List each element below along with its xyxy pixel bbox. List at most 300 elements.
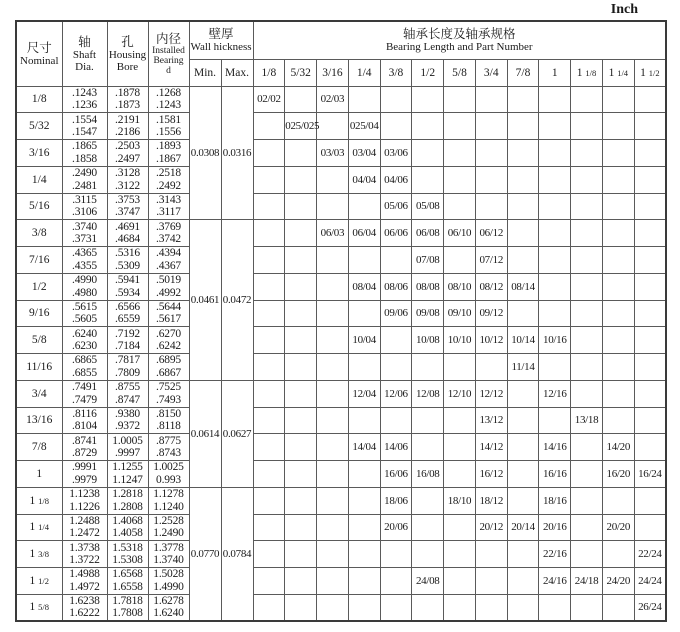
installed-bearing-cell-value: .8743 [156, 447, 181, 460]
part-number-cell [571, 354, 603, 381]
part-number-cell [602, 354, 634, 381]
nominal-cell: 1 5/8 [16, 594, 62, 621]
part-number-cell [444, 193, 476, 220]
part-number-cell [317, 461, 349, 488]
part-number-cell [475, 354, 507, 381]
installed-bearing-cell-value: .7525 [156, 381, 181, 394]
housing-bore-cell-value: .4691 [115, 220, 140, 233]
part-number-cell: 02/03 [317, 86, 349, 113]
installed-bearing-cell-value: 1.6240 [153, 607, 184, 620]
installed-bearing-cell [148, 327, 189, 354]
part-number-cell [317, 354, 349, 381]
part-number-cell [285, 514, 317, 541]
part-number-cell [285, 86, 317, 113]
part-number-cell [507, 380, 539, 407]
part-number-cell [253, 354, 285, 381]
col-header-shaft [62, 21, 107, 86]
housing-bore-cell-value: 1.5308 [112, 554, 143, 567]
part-number-cell [571, 434, 603, 461]
header-row-top [16, 21, 666, 59]
part-number-cell [412, 407, 444, 434]
part-number-cell [602, 220, 634, 247]
shaft-dia-cell [62, 461, 107, 488]
part-number-cell [634, 407, 666, 434]
installed-bearing-cell-value: 1.2528 [153, 514, 184, 527]
col-header-length-7-8: 7/8 [507, 59, 539, 86]
part-number-cell [380, 407, 412, 434]
shaft-dia-cell-value: .8104 [72, 420, 97, 433]
part-number-cell [285, 461, 317, 488]
shaft-dia-cell [62, 407, 107, 434]
part-number-cell: 12/06 [380, 380, 412, 407]
part-number-cell: 16/20 [602, 461, 634, 488]
shaft-dia-cell [62, 113, 107, 140]
part-number-cell [317, 434, 349, 461]
shaft-dia-cell-value: .3106 [72, 206, 97, 219]
part-number-cell [444, 140, 476, 167]
shaft-dia-cell-value: .6240 [72, 327, 97, 340]
installed-bearing-cell [148, 113, 189, 140]
shaft-dia-cell [62, 327, 107, 354]
part-number-cell: 08/10 [444, 273, 476, 300]
part-number-cell [634, 220, 666, 247]
part-number-cell [317, 514, 349, 541]
part-number-cell [317, 568, 349, 595]
shaft-dia-cell-value: .3740 [72, 220, 97, 233]
part-number-cell [380, 113, 412, 140]
part-number-cell [348, 354, 380, 381]
installed-bearing-cell-value: 1.2490 [153, 527, 184, 540]
part-number-cell [253, 541, 285, 568]
wall-max-cell: 0.0316 [221, 86, 253, 220]
table-row [16, 354, 666, 381]
part-number-cell [412, 86, 444, 113]
part-number-cell: 07/08 [412, 247, 444, 274]
shaft-dia-cell-value: .9979 [72, 473, 97, 486]
part-number-cell: 09/08 [412, 300, 444, 327]
wall-min-cell: 0.0770 [189, 487, 221, 621]
housing-bore-cell [107, 380, 148, 407]
housing-bore-cell [107, 247, 148, 274]
housing-bore-cell-value: .7817 [115, 354, 140, 367]
housing-bore-cell [107, 461, 148, 488]
housing-bore-cell-value: .2503 [115, 140, 140, 153]
housing-bore-cell-value: 1.4068 [112, 514, 143, 527]
part-number-cell [444, 354, 476, 381]
part-number-cell [634, 166, 666, 193]
shaft-dia-cell-value: 1.1226 [69, 500, 100, 513]
part-number-cell [634, 273, 666, 300]
fraction-part: 1/4 [617, 67, 629, 78]
part-number-cell [348, 568, 380, 595]
part-number-cell: 09/10 [444, 300, 476, 327]
shaft-dia-cell-value: 1.4988 [69, 568, 100, 581]
nominal-cell: 13/16 [16, 407, 62, 434]
shaft-dia-cell-value: .4980 [72, 286, 97, 299]
part-number-cell: 18/06 [380, 487, 412, 514]
part-number-cell: 06/12 [475, 220, 507, 247]
shaft-dia-cell [62, 594, 107, 621]
part-number-cell: 04/06 [380, 166, 412, 193]
part-number-cell: 24/18 [571, 568, 603, 595]
installed-bearing-cell [148, 541, 189, 568]
part-number-cell [348, 514, 380, 541]
installed-bearing-cell [148, 354, 189, 381]
part-number-cell: 14/06 [380, 434, 412, 461]
shaft-dia-cell-value: .4355 [72, 259, 97, 272]
part-number-cell [412, 594, 444, 621]
installed-bearing-cell-value: .4367 [156, 259, 181, 272]
part-number-cell [602, 140, 634, 167]
part-number-cell: 025/025 [285, 113, 317, 140]
col-header-length-3-16: 3/16 [317, 59, 349, 86]
col-header-wall-en: Wall hickness [190, 41, 252, 54]
shaft-dia-cell-value: .4365 [72, 247, 97, 260]
nominal-cell: 11/16 [16, 354, 62, 381]
col-header-bearing-en3: d [166, 65, 171, 76]
part-number-cell [253, 273, 285, 300]
unit-label: Inch [610, 2, 638, 17]
part-number-cell [634, 140, 666, 167]
fraction-part: 1/8 [38, 495, 49, 506]
part-number-cell: 20/20 [602, 514, 634, 541]
part-number-cell [475, 140, 507, 167]
part-number-cell [253, 327, 285, 354]
table-row [16, 487, 666, 514]
part-number-cell [253, 487, 285, 514]
part-number-cell: 11/14 [507, 354, 539, 381]
part-number-cell [253, 568, 285, 595]
part-number-cell [539, 86, 571, 113]
part-number-cell: 09/06 [380, 300, 412, 327]
col-header-min: Min. [189, 59, 221, 86]
installed-bearing-cell-value: .8118 [156, 420, 181, 433]
shaft-dia-cell [62, 380, 107, 407]
installed-bearing-cell-value: .6895 [156, 354, 181, 367]
fraction-part: 3/8 [38, 549, 49, 560]
housing-bore-cell-value: .7809 [115, 366, 140, 379]
installed-bearing-cell-value: .5644 [156, 300, 181, 313]
housing-bore-cell [107, 300, 148, 327]
housing-bore-cell [107, 514, 148, 541]
part-number-cell: 16/16 [539, 461, 571, 488]
fraction-part: 1/2 [648, 67, 660, 78]
part-number-cell [348, 541, 380, 568]
installed-bearing-cell-value: .1867 [156, 152, 181, 165]
part-number-cell: 08/12 [475, 273, 507, 300]
part-number-cell: 10/14 [507, 327, 539, 354]
part-number-cell [571, 113, 603, 140]
part-number-cell [285, 166, 317, 193]
part-number-cell: 14/12 [475, 434, 507, 461]
shaft-dia-cell [62, 434, 107, 461]
part-number-cell [634, 113, 666, 140]
nominal-cell: 1/2 [16, 273, 62, 300]
part-number-cell: 05/08 [412, 193, 444, 220]
bearing-spec-table [15, 20, 667, 622]
table-body [16, 86, 666, 621]
part-number-cell [412, 140, 444, 167]
nominal-cell: 1 3/8 [16, 541, 62, 568]
installed-bearing-cell-value: .8150 [156, 407, 181, 420]
col-header-part-number [253, 21, 666, 59]
part-number-cell [571, 541, 603, 568]
part-number-cell: 14/04 [348, 434, 380, 461]
part-number-cell: 14/16 [539, 434, 571, 461]
shaft-dia-cell-value: .3731 [72, 233, 97, 246]
col-header-length-5-8: 5/8 [444, 59, 476, 86]
nominal-cell: 7/8 [16, 434, 62, 461]
shaft-dia-cell [62, 300, 107, 327]
part-number-cell: 18/10 [444, 487, 476, 514]
part-number-cell [571, 487, 603, 514]
col-header-part-en: Bearing Length and Part Number [385, 41, 533, 54]
part-number-cell [507, 140, 539, 167]
part-number-cell: 24/16 [539, 568, 571, 595]
part-number-cell [444, 568, 476, 595]
part-number-cell [539, 594, 571, 621]
part-number-cell [571, 514, 603, 541]
installed-bearing-cell-value: 1.5028 [153, 568, 184, 581]
housing-bore-cell-value: .6559 [115, 313, 140, 326]
housing-bore-cell [107, 86, 148, 113]
housing-bore-cell-value: 1.7818 [112, 594, 143, 607]
part-number-cell [285, 487, 317, 514]
housing-bore-cell [107, 487, 148, 514]
part-number-cell [253, 407, 285, 434]
installed-bearing-cell [148, 166, 189, 193]
shaft-dia-cell [62, 193, 107, 220]
shaft-dia-cell [62, 247, 107, 274]
part-number-cell [444, 113, 476, 140]
part-number-cell: 07/12 [475, 247, 507, 274]
part-number-cell [539, 220, 571, 247]
col-header-housing [107, 21, 148, 86]
installed-bearing-cell [148, 461, 189, 488]
housing-bore-cell [107, 568, 148, 595]
part-number-cell: 18/12 [475, 487, 507, 514]
part-number-cell [634, 327, 666, 354]
part-number-cell [475, 541, 507, 568]
part-number-cell: 025/04 [348, 113, 380, 140]
part-number-cell: 10/16 [539, 327, 571, 354]
housing-bore-cell [107, 407, 148, 434]
shaft-dia-cell-value: 1.3738 [69, 541, 100, 554]
shaft-dia-cell [62, 487, 107, 514]
installed-bearing-cell [148, 140, 189, 167]
table-row [16, 86, 666, 113]
col-header-length-1: 1 [539, 59, 571, 86]
shaft-dia-cell-value: .5615 [72, 300, 97, 313]
part-number-cell [571, 327, 603, 354]
part-number-cell: 20/16 [539, 514, 571, 541]
col-header-housing-zh: 孔 [121, 34, 134, 49]
part-number-cell: 24/24 [634, 568, 666, 595]
part-number-cell [634, 300, 666, 327]
installed-bearing-cell-value: .2518 [156, 167, 181, 180]
part-number-cell [380, 568, 412, 595]
housing-bore-cell-value: .1878 [115, 86, 140, 99]
nominal-cell: 5/16 [16, 193, 62, 220]
installed-bearing-cell-value: 0.993 [156, 473, 181, 486]
part-number-cell [507, 461, 539, 488]
wall-min-cell: 0.0308 [189, 86, 221, 220]
part-number-cell [539, 193, 571, 220]
part-number-cell [317, 380, 349, 407]
housing-bore-cell-value: .9380 [115, 407, 140, 420]
housing-bore-cell-value: 1.2808 [112, 500, 143, 513]
nominal-cell: 1 1/2 [16, 568, 62, 595]
part-number-cell [602, 541, 634, 568]
housing-bore-cell-value: .7192 [115, 327, 140, 340]
part-number-cell [634, 86, 666, 113]
installed-bearing-cell-value: .1268 [156, 86, 181, 99]
part-number-cell [602, 247, 634, 274]
shaft-dia-cell [62, 220, 107, 247]
housing-bore-cell [107, 220, 148, 247]
shaft-dia-cell [62, 140, 107, 167]
col-header-housing-en2: Bore [116, 60, 139, 73]
part-number-cell: 22/16 [539, 541, 571, 568]
part-number-cell [475, 86, 507, 113]
part-number-cell [412, 166, 444, 193]
part-number-cell [285, 407, 317, 434]
table-row [16, 300, 666, 327]
col-header-nominal-zh: 尺寸 [26, 40, 52, 55]
col-header-length-1-2: 1/2 [412, 59, 444, 86]
col-header-nominal [16, 21, 62, 86]
part-number-cell [285, 193, 317, 220]
installed-bearing-cell-value: 1.0025 [153, 461, 184, 474]
part-number-cell [317, 273, 349, 300]
housing-bore-cell-value: 1.6558 [112, 580, 143, 593]
shaft-dia-cell [62, 86, 107, 113]
part-number-cell: 09/12 [475, 300, 507, 327]
table-row [16, 247, 666, 274]
housing-bore-cell-value: .5934 [115, 286, 140, 299]
part-number-cell: 10/10 [444, 327, 476, 354]
part-number-cell [475, 193, 507, 220]
housing-bore-cell-value: .3753 [115, 193, 140, 206]
part-number-cell: 13/12 [475, 407, 507, 434]
part-number-cell [507, 541, 539, 568]
part-number-cell [634, 434, 666, 461]
wall-max-cell: 0.0784 [221, 487, 253, 621]
part-number-cell [348, 407, 380, 434]
part-number-cell [444, 247, 476, 274]
housing-bore-cell-value: .5309 [115, 259, 140, 272]
part-number-cell [539, 354, 571, 381]
part-number-cell: 03/04 [348, 140, 380, 167]
table-row [16, 568, 666, 595]
installed-bearing-cell-value: .1581 [156, 113, 181, 126]
part-number-cell: 12/16 [539, 380, 571, 407]
installed-bearing-cell [148, 380, 189, 407]
shaft-dia-cell-value: 1.1238 [69, 488, 100, 501]
part-number-cell: 18/16 [539, 487, 571, 514]
part-number-cell [571, 461, 603, 488]
installed-bearing-cell-value: .5617 [156, 313, 181, 326]
installed-bearing-cell-value: 1.3778 [153, 541, 184, 554]
part-number-cell [602, 594, 634, 621]
part-number-cell [412, 514, 444, 541]
installed-bearing-cell-value: 1.4990 [153, 580, 184, 593]
housing-bore-cell-value: 1.0005 [112, 434, 143, 447]
part-number-cell [317, 327, 349, 354]
installed-bearing-cell [148, 193, 189, 220]
col-header-length-3-8: 3/8 [380, 59, 412, 86]
wall-min-cell: 0.0614 [189, 380, 221, 487]
part-number-cell [571, 86, 603, 113]
part-number-cell [253, 166, 285, 193]
installed-bearing-cell [148, 300, 189, 327]
part-number-cell: 02/02 [253, 86, 285, 113]
part-number-cell [444, 514, 476, 541]
part-number-cell [571, 193, 603, 220]
installed-bearing-cell [148, 247, 189, 274]
part-number-cell [602, 86, 634, 113]
col-header-nominal-en: Nominal [20, 54, 59, 67]
part-number-cell: 06/04 [348, 220, 380, 247]
housing-bore-cell [107, 327, 148, 354]
part-number-cell [539, 273, 571, 300]
installed-bearing-cell-value: .3117 [156, 206, 181, 219]
shaft-dia-cell-value: .6230 [72, 340, 97, 353]
part-number-cell: 10/08 [412, 327, 444, 354]
shaft-dia-cell-value: .1547 [72, 126, 97, 139]
installed-bearing-cell-value: .3143 [156, 193, 181, 206]
housing-bore-cell-value: .3122 [115, 179, 140, 192]
part-number-cell [444, 166, 476, 193]
part-number-cell [507, 247, 539, 274]
part-number-cell [317, 113, 349, 140]
part-number-cell [253, 514, 285, 541]
fraction-part: 1/4 [38, 522, 49, 533]
part-number-cell [507, 113, 539, 140]
part-number-cell: 26/24 [634, 594, 666, 621]
part-number-cell [602, 327, 634, 354]
shaft-dia-cell-value: .1858 [72, 152, 97, 165]
col-header-shaft-en1: Shaft [72, 48, 97, 61]
part-number-cell [317, 594, 349, 621]
shaft-dia-cell-value: .1865 [72, 140, 97, 153]
installed-bearing-cell [148, 434, 189, 461]
housing-bore-cell [107, 541, 148, 568]
part-number-cell [380, 541, 412, 568]
part-number-cell: 16/24 [634, 461, 666, 488]
shaft-dia-cell-value: 1.4972 [69, 580, 100, 593]
part-number-cell [602, 166, 634, 193]
part-number-cell: 20/12 [475, 514, 507, 541]
part-number-cell: 24/20 [602, 568, 634, 595]
part-number-cell [539, 140, 571, 167]
part-number-cell [253, 380, 285, 407]
part-number-cell [475, 594, 507, 621]
part-number-cell [571, 300, 603, 327]
housing-bore-cell-value: .6566 [115, 300, 140, 313]
housing-bore-cell-value: 1.4058 [112, 527, 143, 540]
part-number-cell: 12/04 [348, 380, 380, 407]
part-number-cell [285, 594, 317, 621]
installed-bearing-cell [148, 568, 189, 595]
part-number-cell [602, 300, 634, 327]
housing-bore-cell-value: .3128 [115, 167, 140, 180]
housing-bore-cell-value: .8747 [115, 393, 140, 406]
part-number-cell: 03/06 [380, 140, 412, 167]
part-number-cell: 08/14 [507, 273, 539, 300]
part-number-cell [348, 487, 380, 514]
part-number-cell [539, 113, 571, 140]
